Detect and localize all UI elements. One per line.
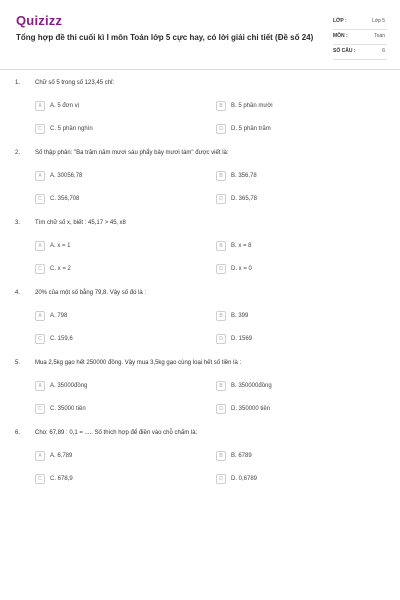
option-text: D. 1569 <box>231 336 253 342</box>
option-letter-box: A <box>35 101 45 111</box>
question-3 <box>0 220 400 292</box>
option-text: C. 356,708 <box>50 196 80 202</box>
question-text: Cho: 67,89 : 0,1 = ..... Số thích hợp để điền vào chỗ chấm là: <box>35 430 198 436</box>
option-text: A. 5 đơn vị <box>50 103 79 109</box>
question-number: 4. <box>15 290 21 296</box>
option-letter-box: D <box>216 124 226 134</box>
option-text: A. x = 1 <box>50 243 71 249</box>
option-text: B. 350000đồng <box>231 383 272 389</box>
option-text: D. 0,6789 <box>231 476 258 482</box>
option-letter-box: D <box>216 474 226 484</box>
option-text: B. 5 phần mười <box>231 103 273 109</box>
option-text: A. 6,789 <box>50 453 73 459</box>
option-text: B. x = 8 <box>231 243 252 249</box>
meta-table <box>333 15 387 60</box>
meta-key: SỐ CÂU : <box>333 48 356 54</box>
option-text: D. x = 0 <box>231 266 252 272</box>
question-1 <box>0 80 400 152</box>
quizizz-logo: Quizizz <box>16 13 63 28</box>
option-text: D. 350000 tiền <box>231 406 271 412</box>
question-5 <box>0 360 400 432</box>
meta-value: 6 <box>382 48 385 54</box>
option-letter-box: C <box>35 264 45 274</box>
option-letter-box: B <box>216 311 226 321</box>
meta-value: Toán <box>374 33 385 39</box>
option-letter-box: D <box>216 264 226 274</box>
option-text: A. 35000đồng <box>50 383 88 389</box>
question-2 <box>0 150 400 222</box>
question-6 <box>0 430 400 502</box>
meta-row-grade <box>333 15 387 30</box>
option-letter-box: B <box>216 241 226 251</box>
option-letter-box: A <box>35 171 45 181</box>
option-text: D. 365,78 <box>231 196 258 202</box>
option-text: C. 35000 tiền <box>50 406 86 412</box>
option-letter-box: B <box>216 451 226 461</box>
meta-key: MÔN : <box>333 33 348 39</box>
option-text: B. 6789 <box>231 453 252 459</box>
option-letter-box: C <box>35 404 45 414</box>
option-text: C. 159,6 <box>50 336 73 342</box>
option-letter-box: C <box>35 194 45 204</box>
meta-row-count <box>333 45 387 60</box>
option-text: B. 399 <box>231 313 249 319</box>
option-letter-box: D <box>216 334 226 344</box>
option-letter-box: B <box>216 381 226 391</box>
option-text: C. 678,9 <box>50 476 73 482</box>
question-number: 1. <box>15 80 21 86</box>
meta-row-subject <box>333 30 387 45</box>
option-letter-box: D <box>216 194 226 204</box>
question-number: 2. <box>15 150 21 156</box>
question-number: 3. <box>15 220 21 226</box>
question-text: Tìm chữ số x, biết : 45,17 > 45‚ x8 <box>35 220 126 226</box>
question-number: 6. <box>15 430 21 436</box>
question-text: Mua 2,5kg gạo hết 250000 đồng. Vậy mua 3,5kg gạo cùng loại hết số tiền là : <box>35 360 242 366</box>
option-letter-box: C <box>35 474 45 484</box>
option-text: C. 5 phần nghìn <box>50 126 93 132</box>
option-letter-box: B <box>216 101 226 111</box>
option-letter-box: A <box>35 311 45 321</box>
header-divider <box>0 69 400 70</box>
option-letter-box: A <box>35 241 45 251</box>
meta-key: LỚP : <box>333 18 347 24</box>
question-4 <box>0 290 400 362</box>
option-text: A. 30056,78 <box>50 173 83 179</box>
question-text: 20% của một số bằng 79,8. Vậy số đó là : <box>35 290 147 296</box>
option-text: D. 5 phần trăm <box>231 126 271 132</box>
option-text: B. 356,78 <box>231 173 257 179</box>
option-letter-box: C <box>35 334 45 344</box>
option-text: C. x = 2 <box>50 266 71 272</box>
option-letter-box: A <box>35 381 45 391</box>
question-text: Chữ số 5 trong số 123,45 chỉ: <box>35 80 115 86</box>
option-letter-box: D <box>216 404 226 414</box>
meta-value: Lớp 5 <box>371 18 385 24</box>
option-text: A. 798 <box>50 313 68 319</box>
option-letter-box: B <box>216 171 226 181</box>
option-letter-box: A <box>35 451 45 461</box>
option-letter-box: C <box>35 124 45 134</box>
question-text: Số thập phân: "Ba trăm năm mươi sáu phẩy bảy mươi tám" được viết là: <box>35 150 229 156</box>
question-number: 5. <box>15 360 21 366</box>
page-title: Tổng hợp đề thi cuối kì I môn Toán lớp 5 cực hay, có lời giải chi tiết (Đề số 24) <box>16 33 314 42</box>
